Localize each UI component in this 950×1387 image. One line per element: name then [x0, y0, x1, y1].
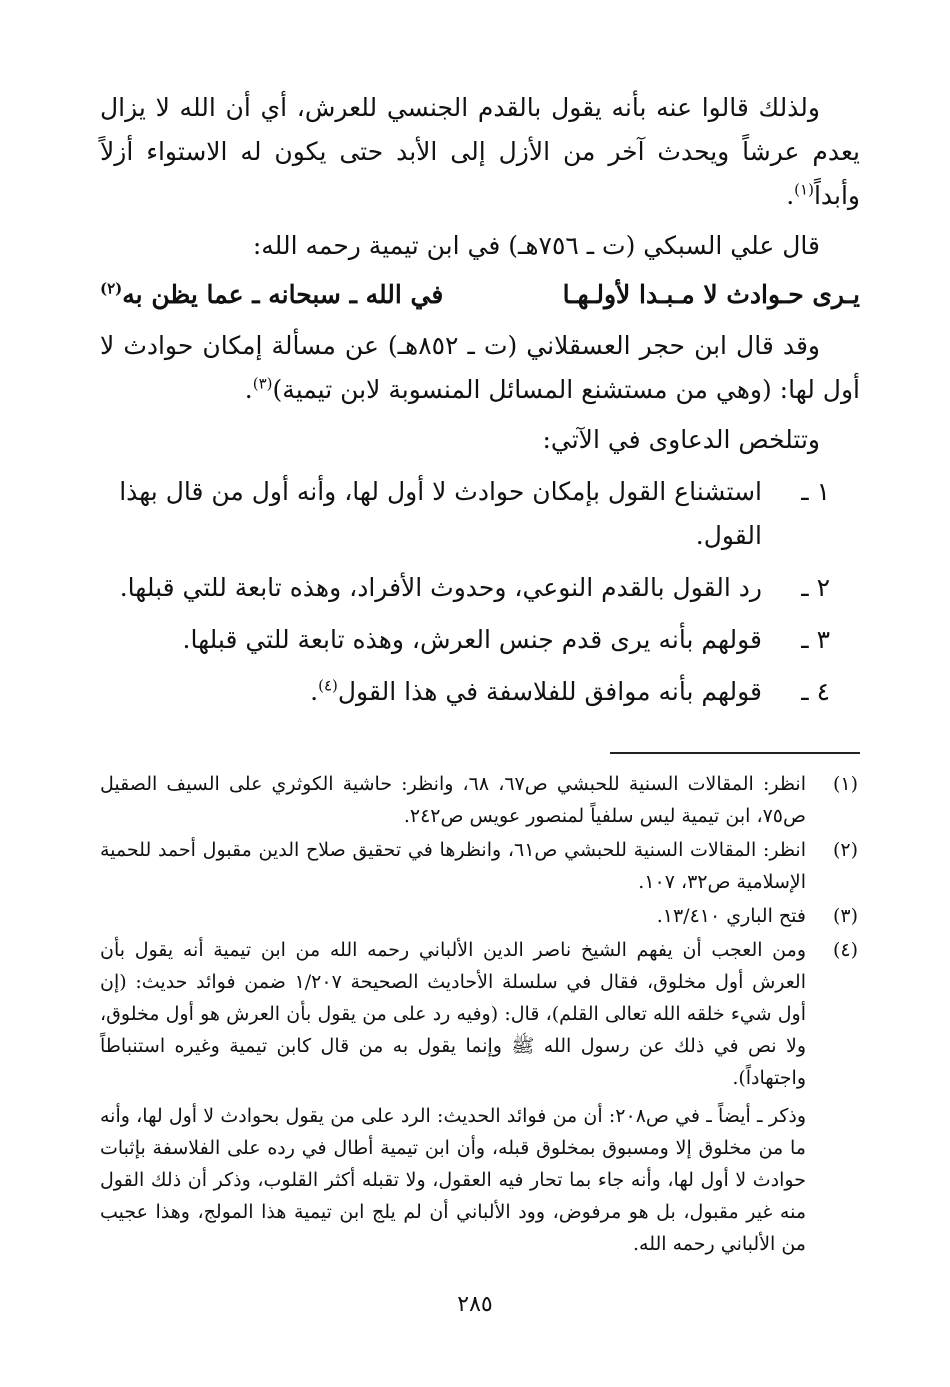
- paragraph-ibn-hajar-text: وقد قال ابن حجر العسقلاني (ت ـ ٨٥٢هـ) عن مسألة إمكان حوادث لا أول لها: (وهي من مستشنع المسائل المنسوبة لابن تيمية): [100, 331, 860, 404]
- claim-number: ٤ ـ: [801, 677, 830, 706]
- footnote-number: (١): [832, 773, 858, 795]
- footnote-text: فتح الباري ١٣/٤١٠.: [656, 905, 806, 927]
- verse-second-hemistich-text: في الله ـ سبحانه ـ عما يظن به: [122, 280, 444, 309]
- claim-item: [100, 670, 860, 714]
- verse-second-hemistich: [100, 272, 443, 318]
- footnote-separator: [610, 752, 860, 754]
- claim-number: ٣ ـ: [801, 625, 830, 654]
- paragraph-ibn-hajar-end: .: [244, 375, 253, 404]
- footnote-number: (٤): [832, 939, 858, 961]
- footnote-1: [100, 768, 860, 832]
- summary-intro: وتتلخص الدعاوى في الآتي:: [542, 425, 820, 454]
- footnote-ref-1[interactable]: (١): [794, 180, 814, 199]
- footnote-number: (٢): [832, 839, 858, 861]
- footnote-ref-2[interactable]: (٢): [100, 279, 123, 298]
- claim-number: ١ ـ: [801, 477, 830, 506]
- paragraph-arsh: [100, 86, 860, 218]
- footnote-text: انظر: المقالات السنية للحبشي ص٦١، وانظرها في تحقيق صلاح الدين مقبول أحمد للحمية الإسلامية ص٣٢، ١٠٧.: [100, 839, 806, 893]
- claim-text: استشناع القول بإمكان حوادث لا أول لها، وأنه أول من قال بهذا القول.: [119, 477, 762, 550]
- paragraph-arsh-text: ولذلك قالوا عنه بأنه يقول بالقدم الجنسي للعرش، أي أن الله لا يزال يعدم عرشاً ويحدث آخر من الأزل إلى الأبد حتى يكون له الاستواء أزلاً وأبداً: [100, 93, 860, 210]
- verse-first-hemistich: يـرى حـوادث لا مـبـدا لأولـهـا: [562, 280, 860, 309]
- footnote-text: انظر: المقالات السنية للحبشي ص٦٧، ٦٨، وانظر: حاشية الكوثري على السيف الصقيل ص٧٥، ابن تيمية ليس سلفياً لمنصور عويس ص٢٤٢.: [100, 773, 806, 827]
- poem-verse: [100, 272, 860, 318]
- claim-item: [100, 470, 860, 558]
- footnote-2: [100, 834, 860, 898]
- page-number: ٢٨٥: [457, 1292, 493, 1317]
- claim-item: [100, 566, 860, 610]
- footnote-ref-4[interactable]: (٤): [318, 676, 338, 695]
- subki-intro: قال علي السبكي (ت ـ ٧٥٦هـ) في ابن تيمية رحمه الله:: [252, 231, 820, 260]
- page-content: [100, 86, 860, 1260]
- claim-text-body: قولهم بأنه موافق للفلاسفة في هذا القول: [337, 677, 762, 706]
- claim-number: ٢ ـ: [801, 573, 830, 602]
- footnote-4: [100, 934, 860, 1094]
- paragraph-ibn-hajar: [100, 324, 860, 412]
- footnote-ref-3[interactable]: (٣): [252, 374, 273, 393]
- claim-text: رد القول بالقدم النوعي، وحدوث الأفراد، وهذه تابعة للتي قبلها.: [119, 573, 762, 602]
- footnote-number: (٣): [832, 905, 858, 927]
- footnote-3: [100, 900, 860, 932]
- footnote-text: ومن العجب أن يفهم الشيخ ناصر الدين الألباني رحمه الله من ابن تيمية أنه يقول بأن العرش أول مخلوق، فقال في سلسلة الأحاديث الصحيحة ١/٢٠٧ ضمن فوائد حديث: (إن أول شيء خلقه الله تعالى القلم)، قال: (وفيه رد على من يقول بأن العرش هو أول مخلوق، ولا نص في ذلك عن رسول الله ﷺ وإنما يقول به من قال كابن تيمية وغيره استنباطاً واجتهاداً).: [100, 939, 806, 1089]
- claim-text: قولهم بأنه يرى قدم جنس العرش، وهذه تابعة للتي قبلها.: [182, 625, 762, 654]
- footnote-4-continuation: وذكر ـ أيضاً ـ في ص٢٠٨: أن من فوائد الحديث: الرد على من يقول بحوادث لا أول لها، وأنه ما من مخلوق إلا ومسبوق بمخلوق قبله، وأن ابن تيمية أطال في رده على الفلاسفة بإثبات حوادث لا أول لها، وأنه جاء بما تحار فيه العقول، ولا تقبله أكثر القلوب، وذكر أن ذلك القول منه غير مقبول، بل هو مرفوض، وود الألباني أن لم يلج ابن تيمية هذا المولج، وهذا عجيب من الألباني رحمه الله.: [100, 1105, 807, 1255]
- claim-item: [100, 618, 860, 662]
- paragraph-arsh-end: .: [786, 181, 795, 210]
- claim-text: [100, 670, 762, 714]
- claim-text-end: .: [310, 677, 319, 706]
